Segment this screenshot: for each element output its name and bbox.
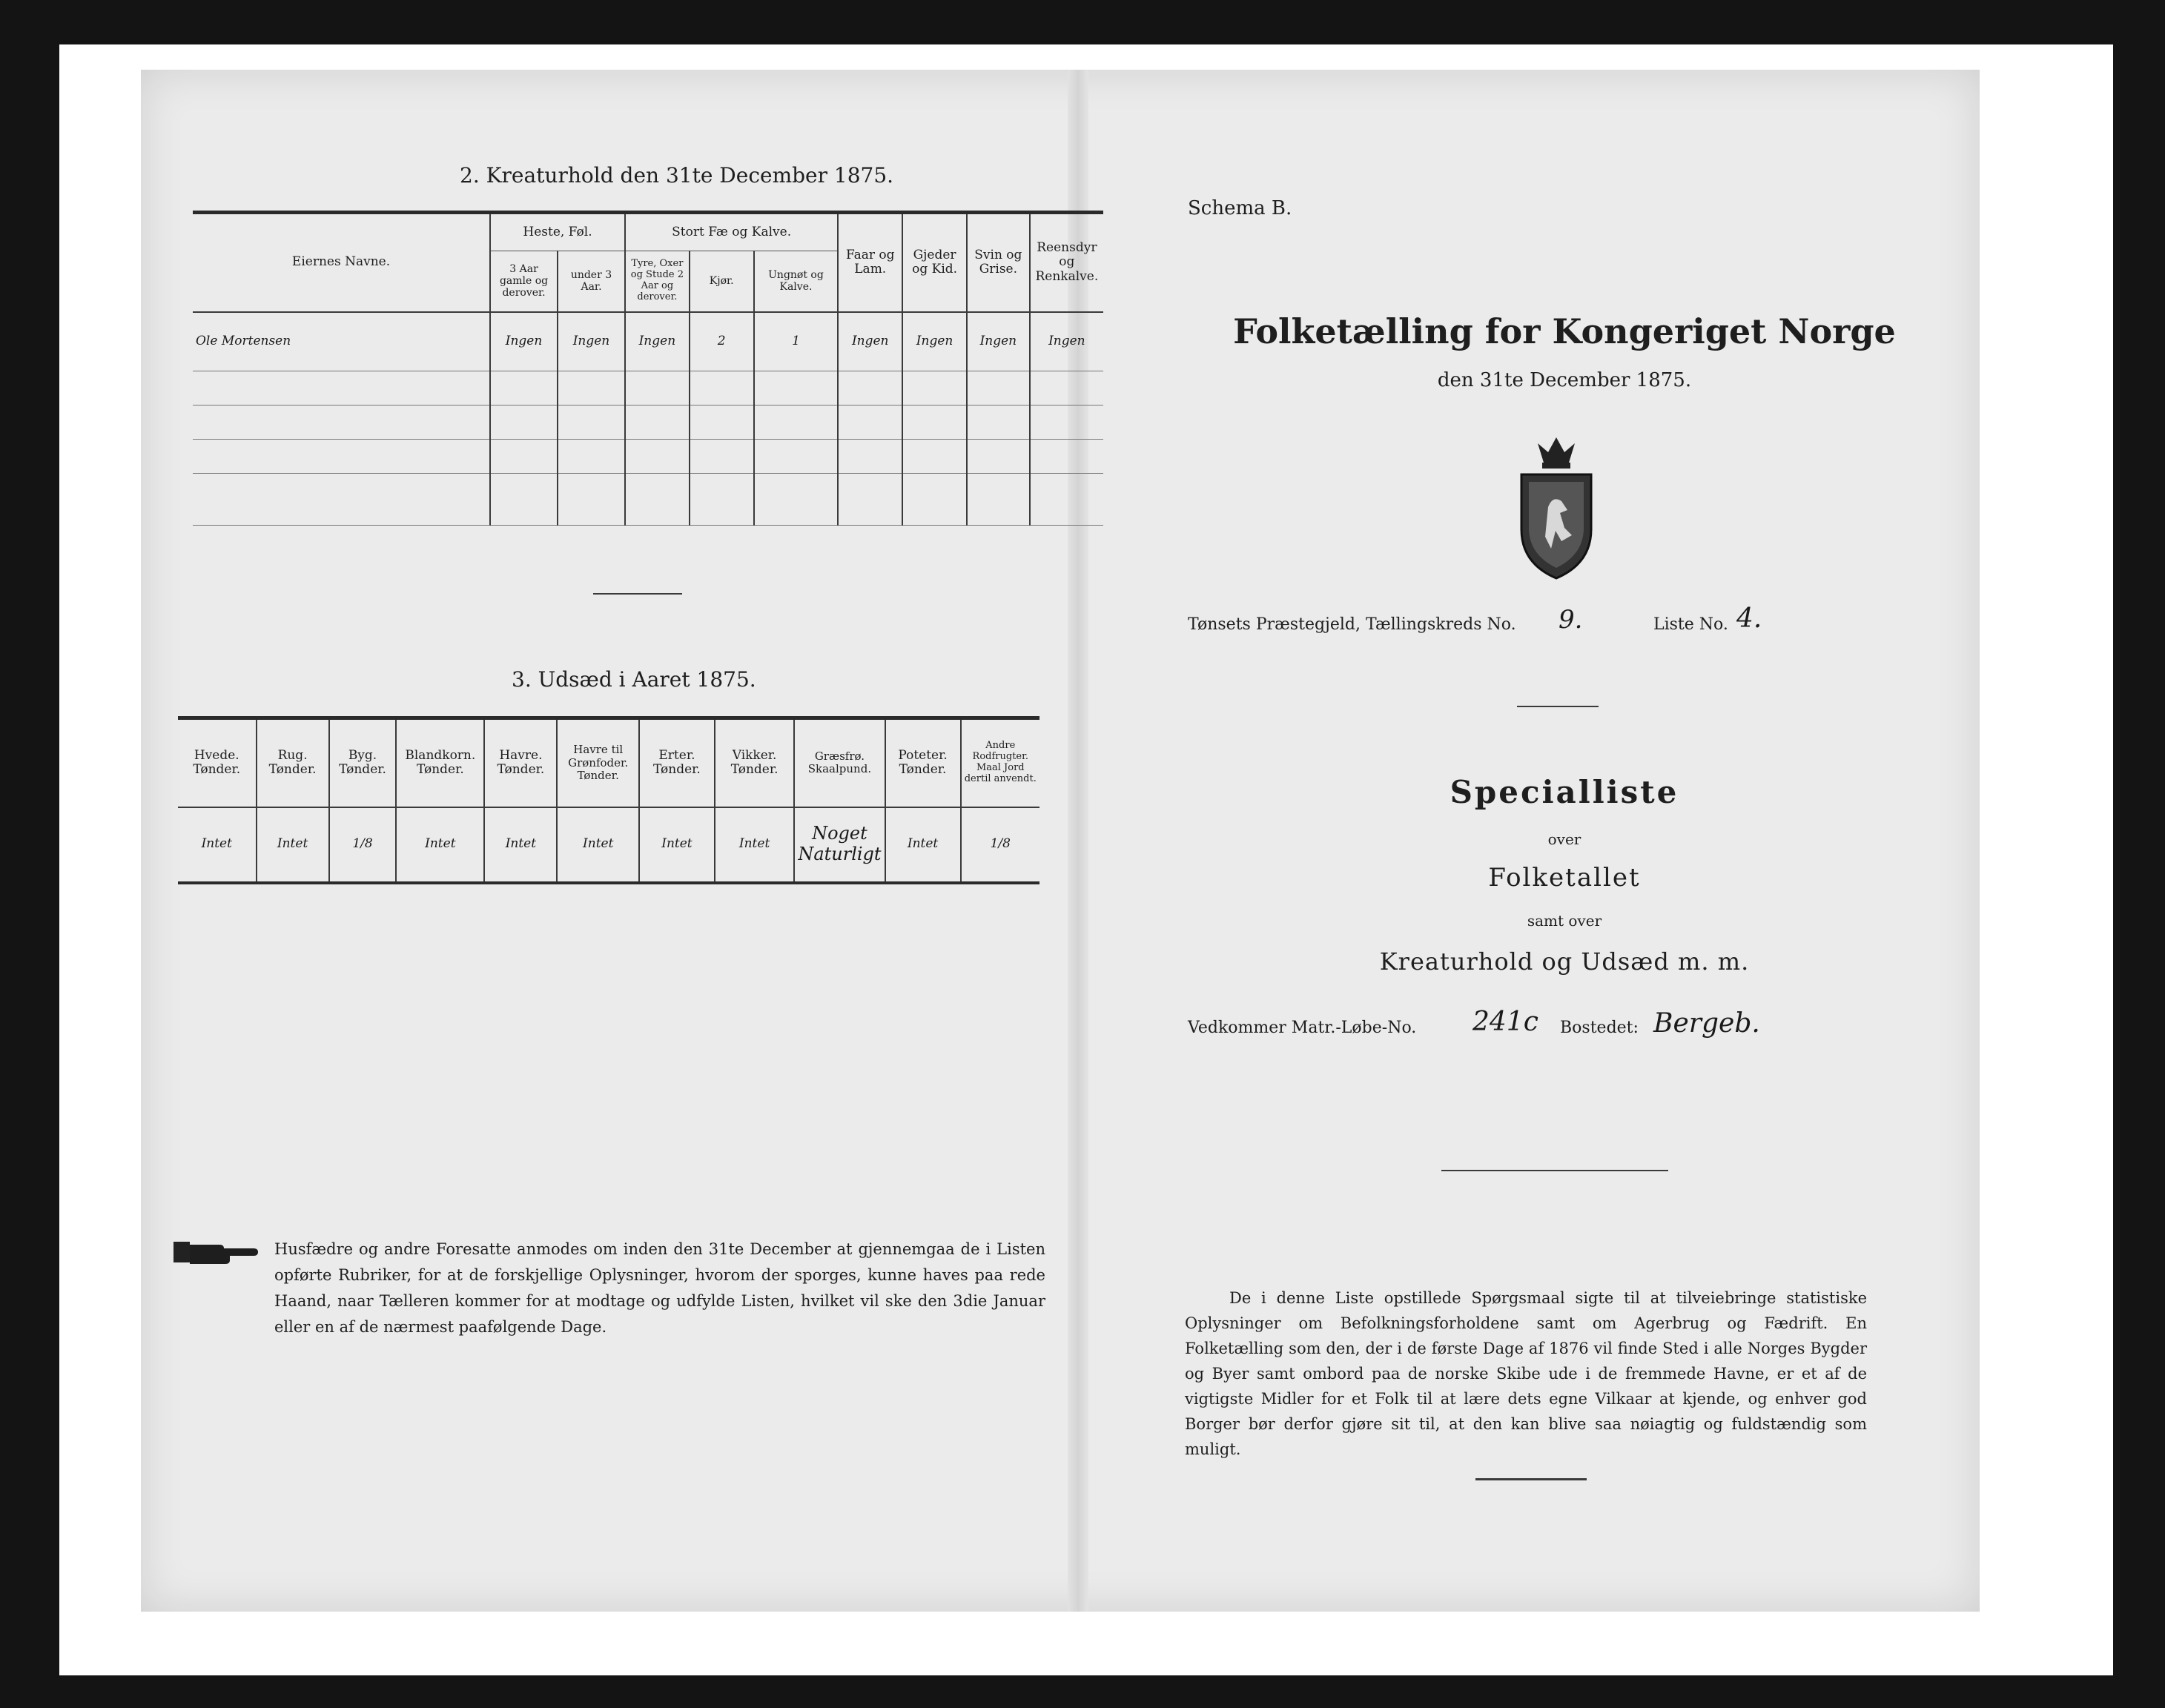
- header-oats: Havre. Tønder.: [484, 718, 557, 807]
- cell-potatoes: Intet: [885, 807, 961, 883]
- table-row: [193, 371, 1103, 406]
- parish-label: Tønsets Præstegjeld, Tællingskreds No.: [1188, 615, 1516, 634]
- divider: [1517, 706, 1599, 707]
- header-sheep: Faar og Lam.: [838, 213, 902, 312]
- header-cattle-bulls: Tyre, Oxer og Stude 2 Aar og derover.: [625, 251, 690, 312]
- header-horses-young: under 3 Aar.: [558, 251, 625, 312]
- table-row: [193, 474, 1103, 526]
- header-horses: Heste, Føl.: [490, 213, 625, 251]
- pointing-hand-icon: [171, 1237, 260, 1267]
- folketallet-text: Folketallet: [1488, 863, 1641, 893]
- cell-grass-seed: Noget Naturligt: [794, 807, 885, 883]
- header-root-crops: Andre Rodfrugter. Maal Jord dertil anvendt.: [961, 718, 1039, 807]
- district-number: 9.: [1559, 605, 1583, 635]
- header-cattle-cows: Kjør.: [690, 251, 754, 312]
- list-label: Liste No.: [1653, 615, 1728, 634]
- cell-goats: Ingen: [902, 312, 967, 371]
- cell-cattle-bulls: Ingen: [625, 312, 690, 371]
- coat-of-arms-icon: [1516, 433, 1597, 581]
- livestock-table: [193, 211, 1103, 526]
- header-peas: Erter. Tønder.: [639, 718, 715, 807]
- header-pigs: Svin og Grise.: [967, 213, 1030, 312]
- header-reindeer: Reensdyr og Renkalve.: [1030, 213, 1103, 312]
- cell-wheat: Intet: [178, 807, 257, 883]
- samt-over-text: samt over: [1527, 912, 1602, 930]
- table-row: [193, 440, 1103, 474]
- header-grass-seed: Græsfrø. Skaalpund.: [794, 718, 885, 807]
- census-sheet: [141, 70, 1980, 1612]
- cell-barley: 1/8: [329, 807, 397, 883]
- cell-green-fodder: Intet: [557, 807, 639, 883]
- header-vetch: Vikker. Tønder.: [715, 718, 794, 807]
- bosted-label: Bostedet:: [1560, 1019, 1639, 1037]
- section3-title: 3. Udsæd i Aaret 1875.: [512, 667, 756, 692]
- header-cattle: Stort Fæ og Kalve.: [625, 213, 838, 251]
- divider: [1475, 1478, 1587, 1480]
- cell-peas: Intet: [639, 807, 715, 883]
- cell-reindeer: Ingen: [1030, 312, 1103, 371]
- header-owner: Eiernes Navne.: [193, 213, 490, 312]
- header-mixed-grain: Blandkorn. Tønder.: [396, 718, 484, 807]
- over-text: over: [1547, 830, 1581, 848]
- owner-name: Ole Mortensen: [193, 312, 490, 371]
- instruction-notice: Husfædre og andre Foresatte anmodes om inden den 31te December at gjennemgaa de i Listen opførte Rubriker, for at de forskjellige Oplysninger, hvorom der sporges, kunne haves paa rede Haand, naar Tælleren kommer for at modtage og udfylde Listen, hvilket vil ske den 3die Januar eller en af de nærmest paafølgende Dage.: [274, 1240, 1045, 1336]
- cell-sheep: Ingen: [838, 312, 902, 371]
- cell-root-crops: 1/8: [961, 807, 1039, 883]
- cell-cows: 2: [690, 312, 754, 371]
- cell-oats: Intet: [484, 807, 557, 883]
- document-title: Folketælling for Kongeriget Norge: [1233, 311, 1896, 351]
- header-goats: Gjeder og Kid.: [902, 213, 967, 312]
- cell-horses-young: Ingen: [558, 312, 625, 371]
- schema-label: Schema B.: [1188, 197, 1292, 219]
- explanation-paragraph: De i denne Liste opstillede Spørgsmaal sigte til at tilveiebringe statistiske Oplysninger om Befolkningsforholdene samt om Agerbrug og Fædrift. En Folketælling som den, der i de første Dage af 1876 vil finde Sted i alle Norges Bygder og Byer samt ombord paa de norske Skibe ude i de fremmede Havne, er et af de vigtigste Midler for et Folk til at lære dets egne Vilkaar at kjende, og enhver god Borger bør derfor gjøre sit til, at den kan blive saa nøiagtig og fuldstændig som muligt.: [1185, 1289, 1867, 1458]
- livestock-sowing-text: Kreaturhold og Udsæd m. m.: [1379, 947, 1750, 976]
- bosted-value: Bergeb.: [1653, 1008, 1760, 1039]
- cell-young-cattle: 1: [754, 312, 839, 371]
- cell-mixed-grain: Intet: [396, 807, 484, 883]
- sowing-table: [178, 716, 1039, 884]
- header-green-fodder: Havre til Grønfoder. Tønder.: [557, 718, 639, 807]
- header-barley: Byg. Tønder.: [329, 718, 397, 807]
- header-horses-old: 3 Aar gamle og derover.: [490, 251, 558, 312]
- matr-label: Vedkommer Matr.-Løbe-No.: [1188, 1019, 1417, 1037]
- cell-horses-old: Ingen: [490, 312, 558, 371]
- table-row: [178, 807, 1039, 883]
- cell-pigs: Ingen: [967, 312, 1030, 371]
- divider: [1441, 1170, 1668, 1171]
- header-potatoes: Poteter. Tønder.: [885, 718, 961, 807]
- header-cattle-young: Ungnøt og Kalve.: [754, 251, 839, 312]
- cell-rye: Intet: [257, 807, 329, 883]
- header-wheat: Hvede. Tønder.: [178, 718, 257, 807]
- special-list-title: Specialliste: [1450, 774, 1679, 810]
- cell-vetch: Intet: [715, 807, 794, 883]
- header-rye: Rug. Tønder.: [257, 718, 329, 807]
- table-row: [193, 312, 1103, 371]
- list-number: 4.: [1736, 603, 1762, 634]
- table-row: [193, 406, 1103, 440]
- divider: [593, 593, 682, 595]
- matr-number: 241c: [1472, 1007, 1538, 1037]
- section2-title: 2. Kreaturhold den 31te December 1875.: [460, 163, 894, 188]
- census-date: den 31te December 1875.: [1437, 369, 1692, 391]
